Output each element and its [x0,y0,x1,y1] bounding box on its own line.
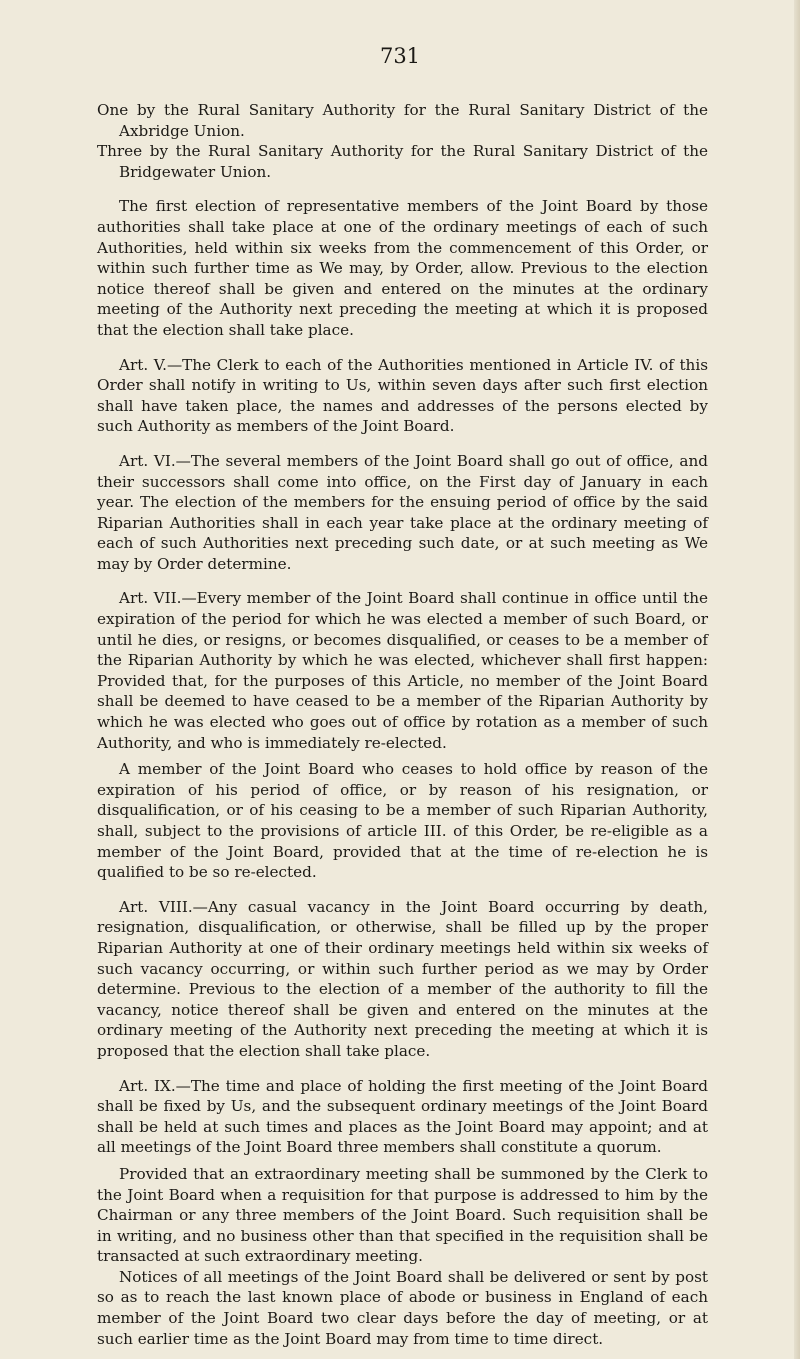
intro-line-bridgewater: Three by the Rural Sanitary Authority for the Rural Sanitary District of the Bridgewater Union. [97,142,708,181]
document-body [97,100,708,1349]
paragraph-notices: Notices of all meetings of the Joint Board shall be delivered or sent by post so as to reach the last known place of abode or business in England of each member of the Joint Board two clear days before the day of meeting, or at such earlier time as the Joint Board may from time to time direct. [97,1267,708,1348]
paragraph-article-v: Art. V.—The Clerk to each of the Authorities mentioned in Article IV. of this Order shall notify in writing to Us, within seven days after such first election shall have taken place, the names and addresses of the persons elected by such Authority as members of the Joint Board. [97,355,708,436]
paragraph-article-vii: Art. VII.—Every member of the Joint Board shall continue in office until the expiration of the period for which he was elected a member of such Board, or until he dies, or resigns, or becomes disqualified, or ceases to be a member of the Riparian Authority by which he was elected, whichever shall first happen: Provided that, for the purposes of this Article, no member of the Joint Board shall be deemed to have ceased to be a member of the Riparian Authority by which he was elected who goes out of office by rotation as a member of such Authority, and who is immediately re-elected. [97,589,708,752]
intro-line-axbridge: One by the Rural Sanitary Authority for the Rural Sanitary District of the Axbridge Union. [97,101,708,140]
page-number: 731 [379,44,421,68]
paragraph-first-election: The first election of representative members of the Joint Board by those authorities shall take place at one of the ordinary meetings of each of such Authorities, held within six weeks from the commencement of this Order, or within such further time as We may, by Order, allow. Previous to the election notice thereof shall be given and entered on the minutes at the ordinary meeting of the Authority next preceding the meeting at which it is proposed that the election shall take place. [97,197,708,339]
paragraph-extraordinary-meeting: Provided that an extraordinary meeting shall be summoned by the Clerk to the Joint Board when a requisition for that purpose is addressed to him by the Chairman or any three members of the Joint Board. Such requisition shall be in writing, and no business other than that specified in the requisition shall be transacted at such extraordinary meeting. [97,1164,708,1266]
paragraph-article-ix: Art. IX.—The time and place of holding the first meeting of the Joint Board shall be fixed by Us, and the subsequent ordinary meetings of the Joint Board shall be held at such times and places as the Joint Board may appoint; and at all meetings of the Joint Board three members shall constitute a quorum. [97,1076,708,1157]
paragraph-article-vi: Art. VI.—The several members of the Joint Board shall go out of office, and their successors shall come into office, on the First day of January in each year. The election of the members for the ensuing period of office by the said Riparian Authorities shall in each year take place at the ordinary meeting of each of such Authorities next preceding such date, or at such meeting as We may by Order determine. [97,451,708,573]
paragraph-re-eligibility: A member of the Joint Board who ceases to hold office by reason of the expiration of his period of office, or by reason of his resignation, or disqualification, or of his ceasing to be a member of such Riparian Authority, shall, subject to the provisions of article III. of this Order, be re-eligible as a member of the Joint Board, provided that at the time of re-election he is qualified to be so re-elected. [97,760,708,882]
paragraph-article-viii: Art. VIII.—Any casual vacancy in the Joint Board occurring by death, resignation, disqualification, or otherwise, shall be filled up by the proper Riparian Authority at one of their ordinary meetings held within six weeks of such vacancy occurring, or within such further period as we may by Order determine. Previous to the election of a member of the authority to fill the vacancy, notice thereof shall be given and entered on the minutes at the ordinary meeting of the Authority next preceding the meeting at which it is proposed that the election shall take place. [97,897,708,1060]
page-edge [794,0,800,1359]
